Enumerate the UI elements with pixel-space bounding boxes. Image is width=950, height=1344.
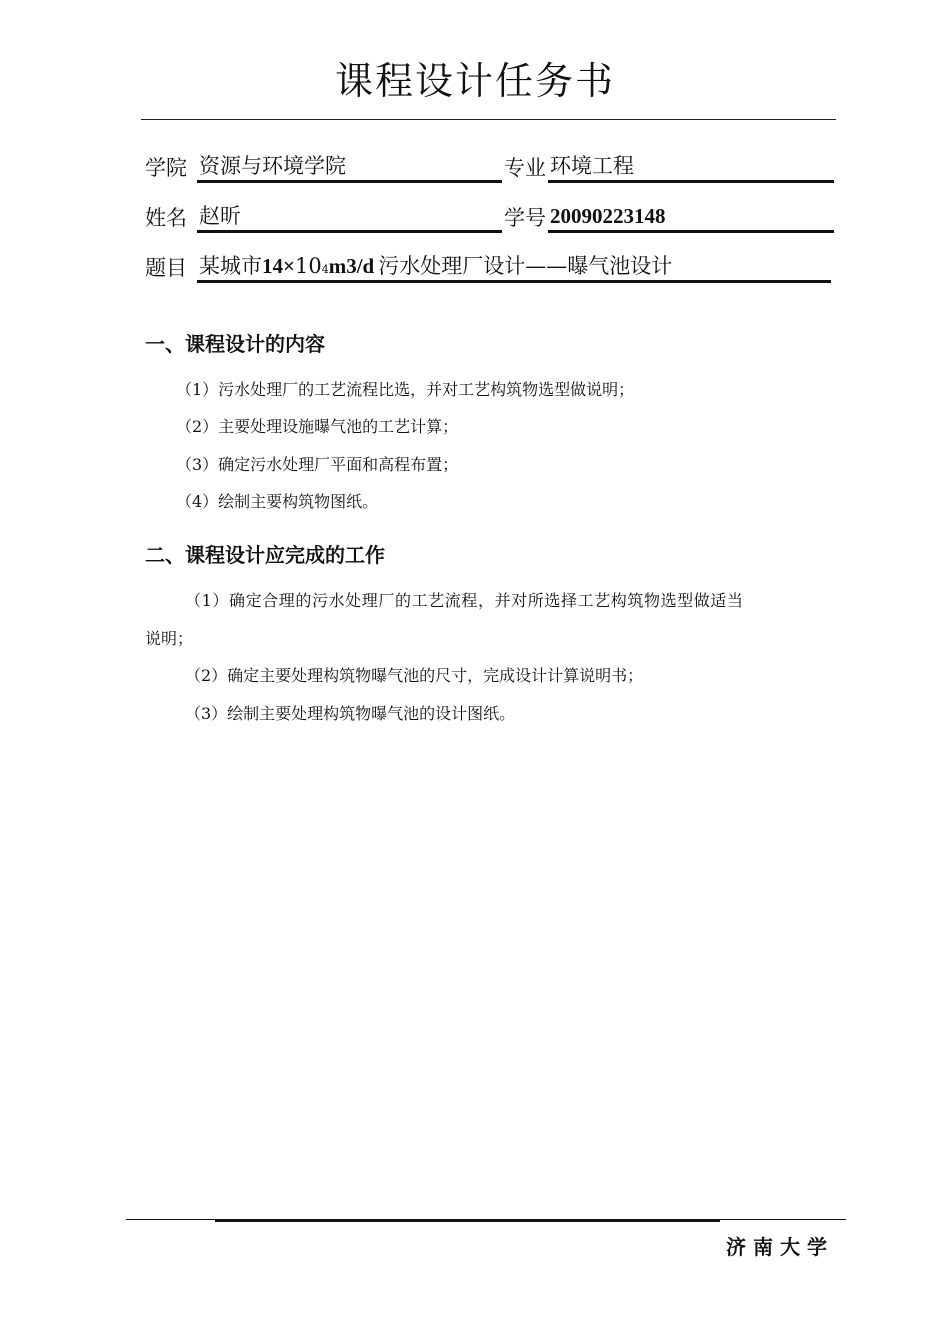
student-id-field: 20090223148: [548, 203, 834, 233]
section2-heading: 二、课程设计应完成的工作: [145, 543, 385, 567]
topic-exponent: 4: [321, 263, 329, 276]
page-title: 课程设计任务书: [334, 59, 615, 103]
major-field: 环境工程: [548, 153, 834, 183]
title-divider: [141, 119, 836, 120]
section1-item: （1）污水处理厂的工艺流程比选，并对工艺构筑物选型做说明；: [176, 380, 635, 399]
section1-item: （4）绘制主要构筑物图纸。: [176, 492, 379, 511]
student-id-label: 学号: [504, 206, 546, 230]
section1-item: （2）主要处理设施曝气池的工艺计算；: [176, 417, 459, 436]
topic-label: 题目: [145, 256, 187, 280]
topic-field: [197, 253, 831, 283]
university-name: 济南大学: [726, 1235, 834, 1259]
topic-quantity: 14×: [262, 254, 295, 278]
name-label: 姓名: [145, 206, 187, 230]
topic-suffix: 污水处理厂设计——曝气池设计: [378, 254, 673, 278]
college-field: 资源与环境学院: [197, 153, 502, 183]
section2-item: （2）确定主要处理构筑物曝气池的尺寸，完成设计计算说明书；: [185, 666, 644, 685]
section1-heading: 一、课程设计的内容: [145, 332, 325, 356]
major-label: 专业: [504, 156, 546, 180]
section1-item: （3）确定污水处理厂平面和高程布置；: [176, 455, 459, 474]
college-label: 学院: [145, 156, 187, 180]
topic-base: 10: [294, 254, 322, 278]
section2-item: （3）绘制主要处理构筑物曝气池的设计图纸。: [185, 704, 516, 723]
topic-unit: m3/d: [328, 254, 375, 278]
section2-item: （1）确定合理的污水处理厂的工艺流程，并对所选择工艺构筑物选型做适当: [185, 591, 744, 610]
name-field: 赵昕: [197, 203, 502, 233]
topic-prefix: 某城市: [199, 254, 262, 278]
footer-divider-thick: [215, 1219, 720, 1222]
section2-item-continuation: 说明；: [145, 629, 194, 648]
